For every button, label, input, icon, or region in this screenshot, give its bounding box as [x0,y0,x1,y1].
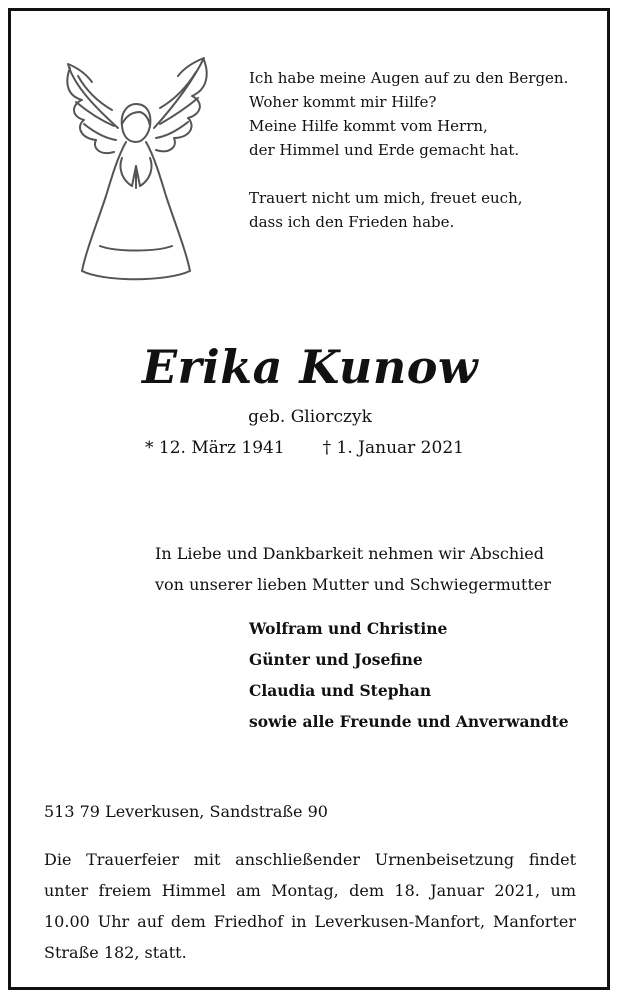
verse-line: Woher kommt mir Hilfe? [249,93,437,111]
mourner: sowie alle Freunde und Anverwandte [249,712,569,731]
birth-name: geb. Gliorczyk [248,407,372,427]
farewell-line: von unserer lieben Mutter und Schwiegermutter [155,575,552,594]
mourners-list [249,613,569,737]
verse-line: Meine Hilfe kommt vom Herrn, [249,117,488,135]
farewell-line: In Liebe und Dankbarkeit nehmen wir Abschied [155,544,545,563]
bible-verse [249,66,568,234]
ceremony-line: unter freiem Himmel am Montag, dem 18. Januar 2021, um [44,881,576,900]
life-dates [145,438,464,458]
mourner: Günter und Josefine [249,650,423,669]
mourner: Claudia und Stephan [249,681,432,700]
mourner: Wolfram und Christine [249,619,448,638]
deceased-name: Erika Kunow [141,340,479,394]
verse-gap [249,162,568,186]
verse-line: der Himmel und Erde gemacht hat. [249,141,520,159]
birth-date: * 12. März 1941 [145,438,285,458]
verse-line: dass ich den Frieden habe. [249,213,455,231]
ceremony-details [44,844,576,968]
verse-line: Trauert nicht um mich, freuet euch, [249,189,523,207]
address: 513 79 Leverkusen, Sandstraße 90 [44,802,328,821]
ceremony-line: 10.00 Uhr auf dem Friedhof in Leverkusen-Manfort, Manforter [44,912,576,931]
farewell-text [155,538,551,600]
ceremony-line: Die Trauerfeier mit anschließender Urnenbeisetzung findet [44,850,576,869]
verse-line: Ich habe meine Augen auf zu den Bergen. [249,69,569,87]
praying-angel-icon [56,46,216,286]
death-date: † 1. Januar 2021 [322,438,464,458]
ceremony-line: Straße 182, statt. [44,943,187,962]
